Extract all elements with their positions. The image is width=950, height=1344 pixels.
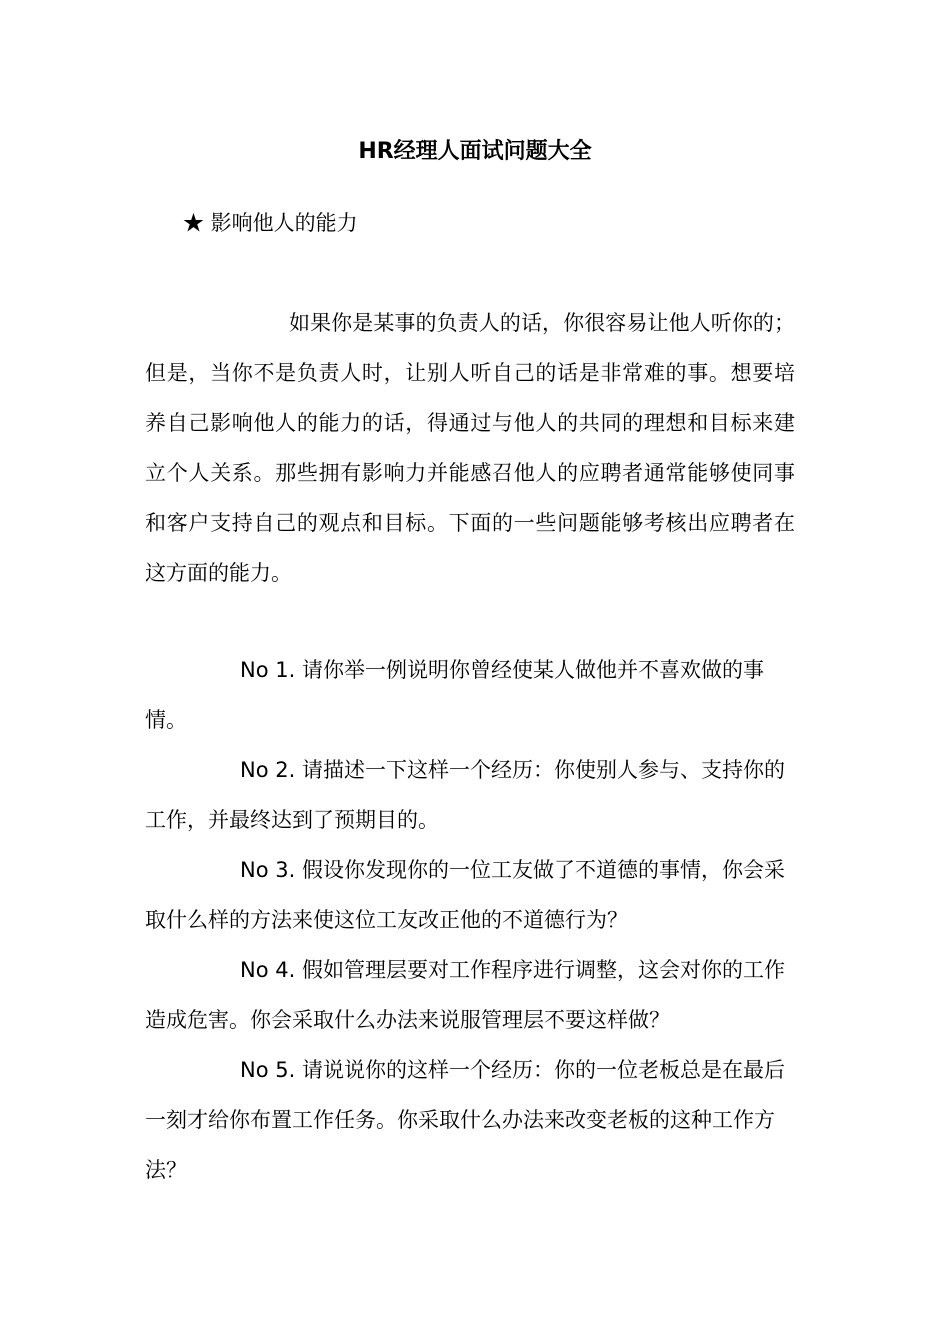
question-text: 请你举一例说明你曾经使某人做他并不喜欢做的事情。 <box>145 658 764 732</box>
section-heading: ★ 影响他人的能力 <box>183 211 358 235</box>
question-item-5 <box>145 1045 805 1195</box>
question-number: No 4. <box>240 958 296 982</box>
question-text: 请描述一下这样一个经历：你使别人参与、支持你的工作，并最终达到了预期目的。 <box>145 758 785 832</box>
question-number: No 1. <box>240 658 296 682</box>
question-item-2 <box>145 745 805 845</box>
question-text: 请说说你的这样一个经历：你的一位老板总是在最后一刻才给你布置工作任务。你采取什么办法来改变老板的这种工作方法？ <box>145 1058 785 1182</box>
question-number: No 2. <box>240 758 296 782</box>
document-title <box>0 134 950 169</box>
question-list <box>145 645 805 1195</box>
question-item-1 <box>145 645 805 745</box>
question-text: 假设你发现你的一位工友做了不道德的事情，你会采取什么样的方法来使这位工友改正他的不道德行为？ <box>145 858 785 932</box>
question-text: 假如管理层要对工作程序进行调整，这会对你的工作造成危害。你会采取什么办法来说服管理层不要这样做？ <box>145 958 785 1032</box>
document-title-latin: HR <box>358 139 394 164</box>
question-item-4 <box>145 945 805 1045</box>
question-number: No 5. <box>240 1058 296 1082</box>
intro-paragraph: 如果你是某事的负责人的话，你很容易让他人听你的；但是，当你不是负责人时，让别人听自己的话是非常难的事。想要培养自己影响他人的能力的话，得通过与他人的共同的理想和目标来建立个人关系。那些拥有影响力并能感召他人的应聘者通常能够使同事和客户支持自己的观点和目标。下面的一些问题能够考核出应聘者在这方面的能力。 <box>145 311 795 585</box>
question-item-3 <box>145 845 805 945</box>
document-title-rest: 经理人面试问题大全 <box>393 138 592 164</box>
question-number: No 3. <box>240 858 296 882</box>
